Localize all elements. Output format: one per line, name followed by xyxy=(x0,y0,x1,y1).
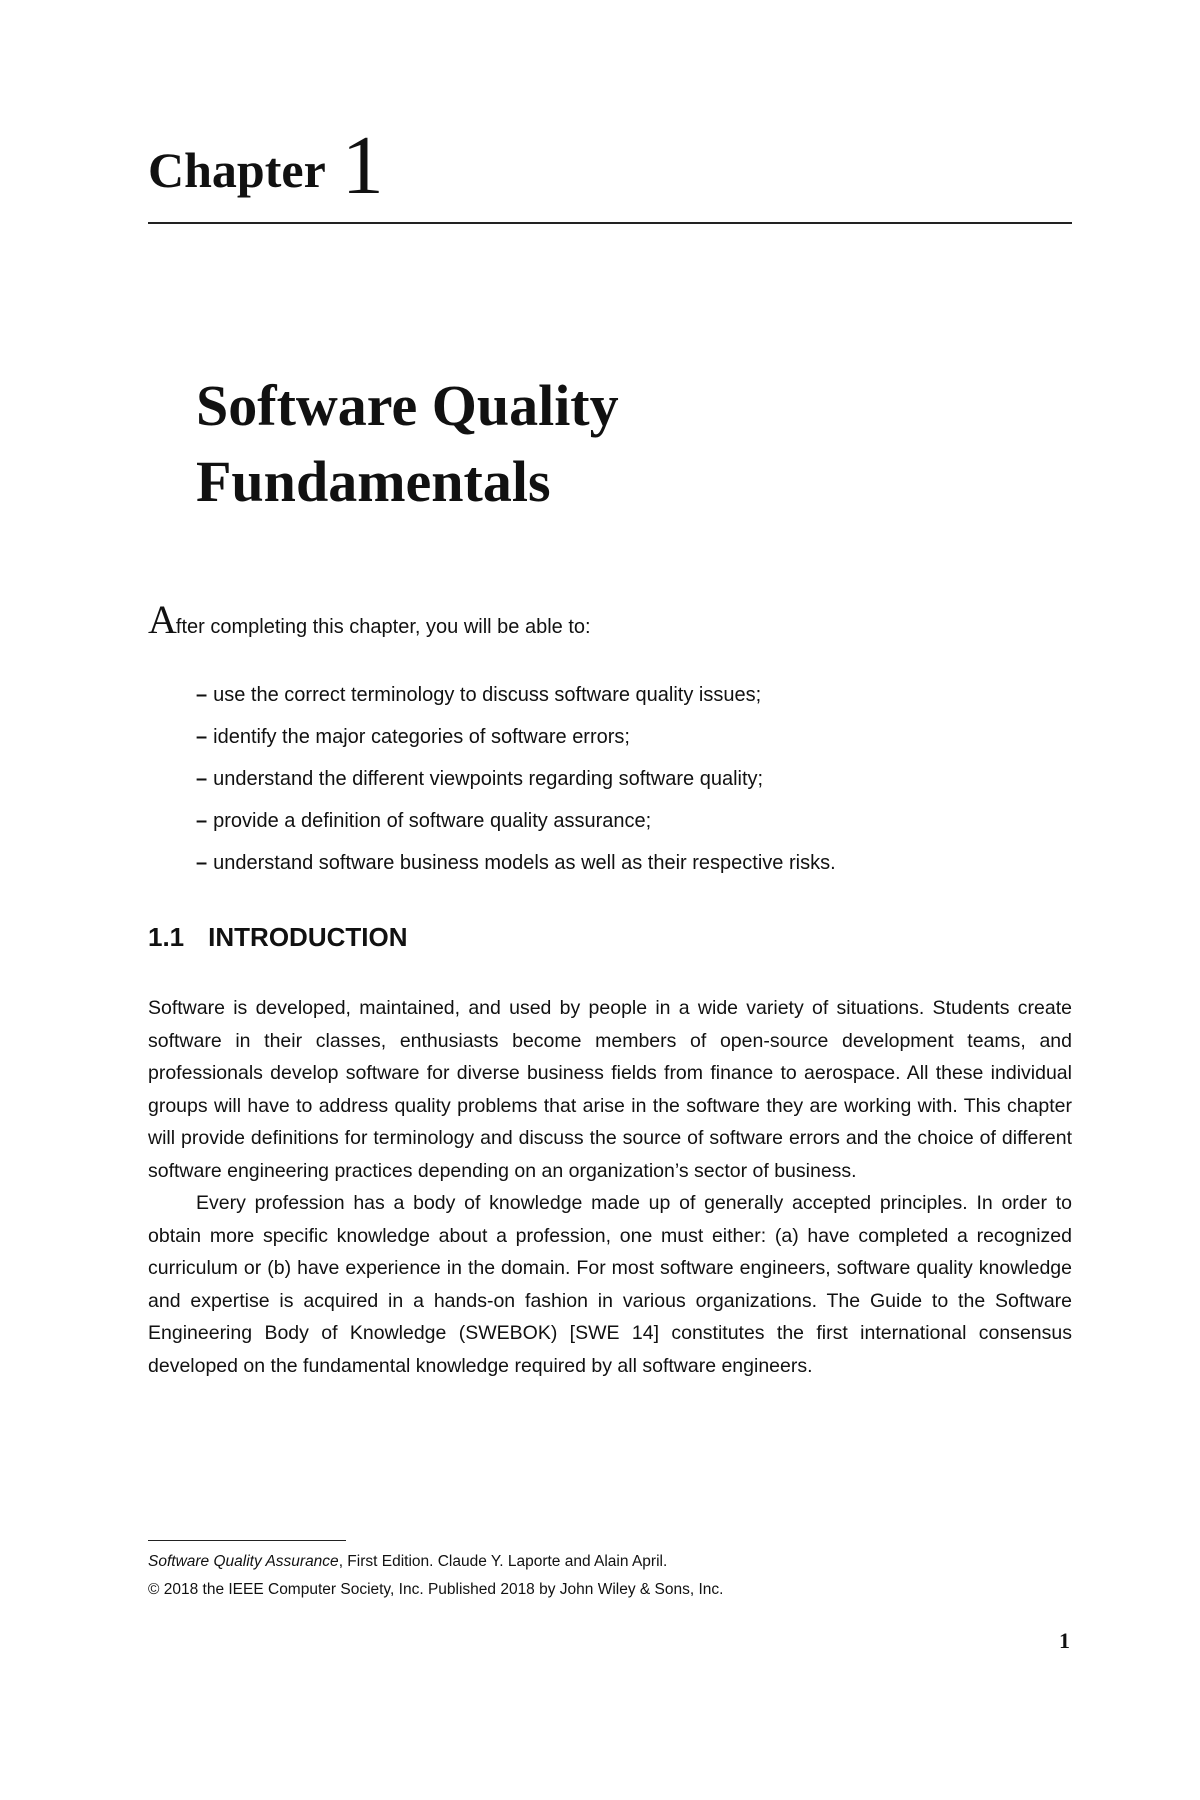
paragraph-1: Software is developed, maintained, and used by people in a wide variety of situations. Students create software in their classes, enthusiasts become members of open-source development teams, and professionals develop software for diverse business fields from finance to aerospace. All these individual groups will have to address quality problems that arise in the software they are working with. This chapter will provide definitions for terminology and discuss the source of software errors and the choice of different software engineering practices depending on an organization’s sector of business. xyxy=(148,997,1072,1182)
bullet-dash: – xyxy=(196,726,208,748)
chapter-heading xyxy=(148,118,384,212)
list-item-text: use the correct terminology to discuss software quality issues; xyxy=(213,684,762,706)
footnote-divider xyxy=(148,1540,346,1541)
footnote-line-1 xyxy=(148,1548,723,1576)
list-item xyxy=(196,758,836,800)
objectives-intro xyxy=(148,597,591,642)
objectives-intro-text: fter completing this chapter, you will be able to: xyxy=(175,616,591,638)
list-item-text: provide a definition of software quality assurance; xyxy=(213,810,652,832)
bullet-dash: – xyxy=(196,810,208,832)
section-title: INTRODUCTION xyxy=(208,922,408,952)
bullet-dash: – xyxy=(196,768,208,790)
drop-cap: A xyxy=(148,597,176,642)
body-text xyxy=(148,992,1072,1382)
chapter-divider xyxy=(148,222,1072,224)
chapter-title-line-2: Fundamentals xyxy=(196,449,551,514)
footnote-line-2: © 2018 the IEEE Computer Society, Inc. Published 2018 by John Wiley & Sons, Inc. xyxy=(148,1581,724,1598)
objectives-list xyxy=(196,674,836,884)
page-number: 1 xyxy=(1059,1628,1070,1653)
list-item xyxy=(196,716,836,758)
list-item xyxy=(196,842,836,884)
paragraph-2: Every profession has a body of knowledge made up of generally accepted principles. In order to obtain more specific knowledge about a profession, one must either: (a) have completed a recognized curriculum or (b) have experience in the domain. For most software engineers, software quality knowledge and expertise is acquired in a hands-on fashion in various organizations. The Guide to the Software Engineering Body of Knowledge (SWEBOK) [SWE 14] constitutes the first international consensus developed on the fundamental knowledge required by all software engineers. xyxy=(148,1192,1072,1377)
chapter-title xyxy=(196,368,1016,520)
chapter-title-line-1: Software Quality xyxy=(196,373,619,438)
footnote-edition-authors: , First Edition. Claude Y. Laporte and Alain April. xyxy=(338,1553,668,1570)
list-item-text: understand software business models as well as their respective risks. xyxy=(213,852,836,874)
list-item-text: understand the different viewpoints regarding software quality; xyxy=(213,768,764,790)
section-number: 1.1 xyxy=(148,922,185,952)
bullet-dash: – xyxy=(196,852,208,874)
copyright-footnote xyxy=(148,1548,723,1604)
list-item-text: identify the major categories of software errors; xyxy=(213,726,630,748)
section-heading xyxy=(148,922,407,953)
list-item xyxy=(196,674,836,716)
bullet-dash: – xyxy=(196,684,208,706)
chapter-number: 1 xyxy=(341,119,384,212)
book-title: Software Quality Assurance xyxy=(148,1553,339,1570)
list-item xyxy=(196,800,836,842)
chapter-label: Chapter xyxy=(148,142,326,198)
